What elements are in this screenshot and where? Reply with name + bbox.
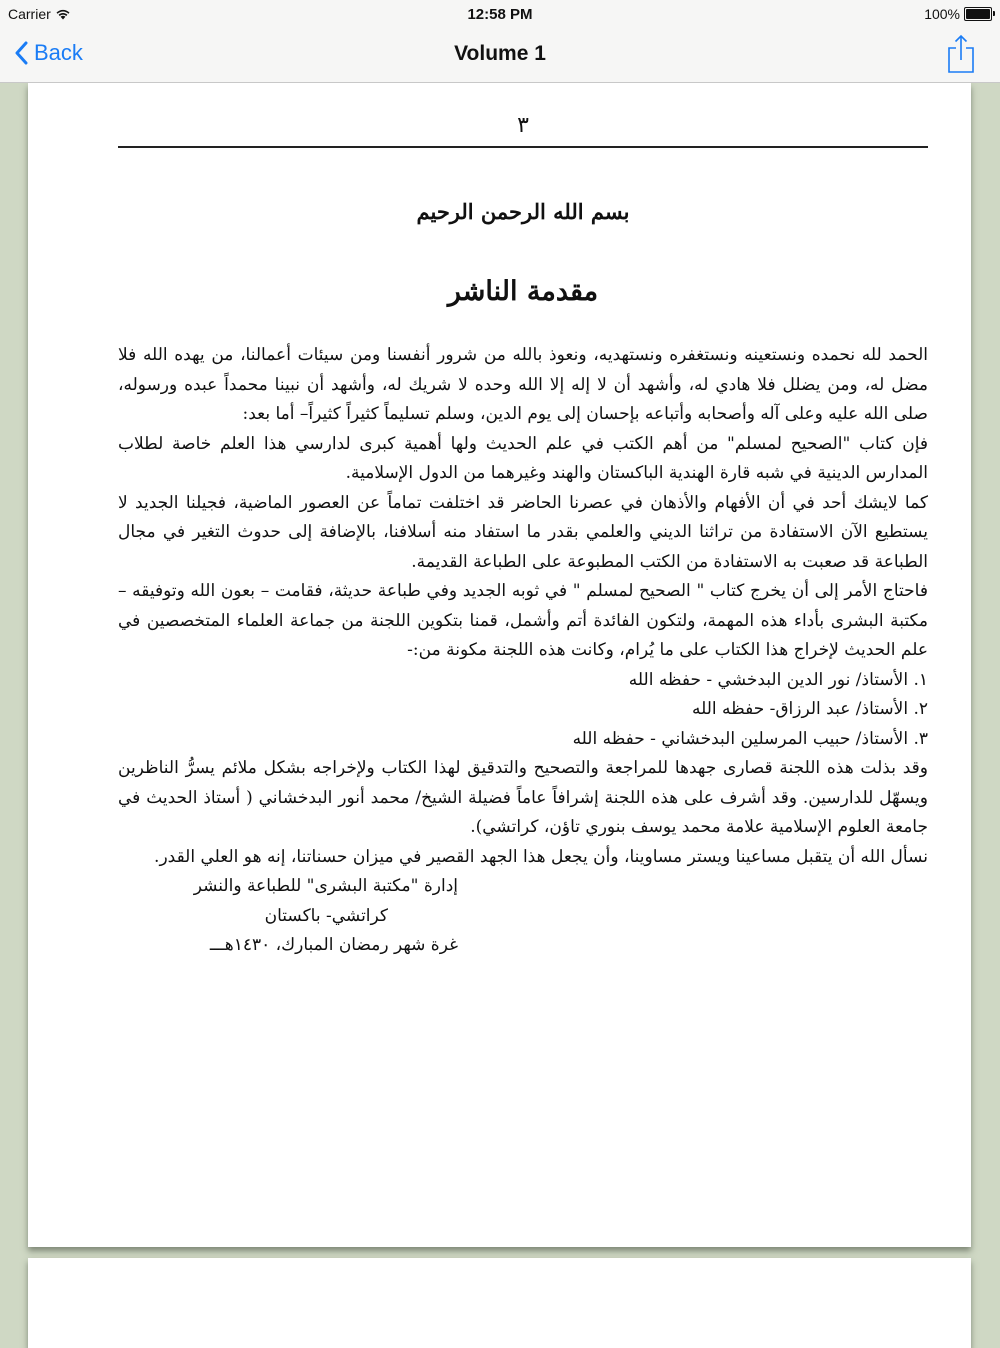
carrier-label: Carrier xyxy=(8,6,51,22)
paragraph: كما لايشك أحد في أن الأفهام والأذهان في عصرنا الحاضر قد اختلفت تماماً عن العصور الماضية، فجيلنا الجديد لا يستطيع الآن الاستفادة من تراثنا الديني والعلمي بقدر ما استفاد منه أسلافنا، بالإضافة إلى حدوث التغير في مجال الطباعة قد صعبت به الاستفادة من الكتب المطبوعة على الطباعة القديمة. xyxy=(118,492,928,572)
back-label: Back xyxy=(34,40,83,65)
signature-location: كراتشي- باكستان xyxy=(264,905,388,926)
status-bar xyxy=(0,0,1000,28)
next-document-page[interactable] xyxy=(28,1258,971,1348)
header-rule xyxy=(118,146,928,148)
battery-icon xyxy=(964,7,992,21)
page-title: Volume 1 xyxy=(454,42,546,65)
signature-date: غرة شهر رمضان المبارك، ١٤٣٠هـــ xyxy=(209,935,458,955)
committee-list xyxy=(118,666,928,755)
paragraph: فإن كتاب "الصحيح لمسلم" من أهم الكتب في علم الحديث ولها أهمية كبرى لدارسي هذا العلم خاصة لطلاب المدارس الدينية في شبه قارة الهندية الباكستان والهند وغيرهما من الدول الإسلامية. xyxy=(118,433,928,483)
share-icon xyxy=(946,34,976,74)
paragraph: وقد بذلت هذه اللجنة قصارى جهدها للمراجعة والتصحيح والتدقيق لهذا الكتاب ولإخراجه بشكل ملائم يسرُّ الناظرين ويسهّل للدارسين. وقد أشرف على هذه اللجنة إشرافاً عاماً فضيلة الشيخ/ محمد أنور البدخشاني ( أستاذ الحديث في جامعة العلوم الإسلامية علامة محمد يوسف بنوري تاؤن، كراتشي). xyxy=(118,758,928,837)
clock: 12:58 PM xyxy=(467,6,533,23)
navigation-bar xyxy=(0,28,1000,82)
signature-publisher: إدارة "مكتبة البشرى" للطباعة والنشر xyxy=(193,876,458,896)
top-bar xyxy=(0,0,1000,83)
battery-tip xyxy=(993,11,995,16)
section-heading: مقدمة الناشر xyxy=(447,276,599,307)
battery-level xyxy=(966,9,990,19)
list-item: ١. الأستاذ/ نور الدين البدخشي - حفظه الله xyxy=(628,669,928,690)
page-number: ٣ xyxy=(517,113,529,138)
document-page[interactable] xyxy=(28,83,971,1247)
battery-indicator xyxy=(924,6,992,22)
battery-percent: 100% xyxy=(924,6,960,22)
paragraph: الحمد لله نحمده ونستعينه ونستغفره ونستهديه، ونعوذ بالله من شرور أنفسنا ومن سيئات أعمالنا، من يهده الله فلا مضل له، ومن يضلل فلا هادي له، وأشهد أن لا إله إلا الله وحده لا شريك له، وأشهد أن نبينا محمداً عبده ورسوله، صلى الله عليه وعلى آله وأصحابه وأتباعه بإحسان إلى يوم الدين، وسلم تسليماً كثيراً كثيراً– أما بعد: xyxy=(118,345,928,424)
list-item: ٣. الأستاذ/ حبيب المرسلين البدخشاني - حفظه الله xyxy=(572,728,928,749)
paragraph: فاحتاج الأمر إلى أن يخرج كتاب " الصحيح لمسلم " في ثوبه الجديد وفي طباعة حديثة، فقامت – بعون الله وتوفيقه – مكتبة البشرى بأداء هذه المهمة، ولتكون الفائدة أتم وأشمل، قمنا بتكوين اللجنة من جماعة العلماء المتخصصين في علم الحديث لإخراج هذا الكتاب على ما يُرام، وكانت هذه اللجنة مكونة من:- xyxy=(118,581,928,660)
body-text xyxy=(118,341,928,961)
basmala: بسم الله الرحمن الرحيم xyxy=(416,199,630,224)
share-button[interactable] xyxy=(946,34,976,79)
signature-block xyxy=(118,872,928,961)
paragraph: نسأل الله أن يتقبل مساعينا ويستر مساوينا، وأن يجعل هذا الجهد القصير في ميزان حسناتنا، إنه هو العلي القدر. xyxy=(154,846,928,867)
list-item: ٢. الأستاذ/ عبد الرزاق- حفظه الله xyxy=(692,699,928,719)
